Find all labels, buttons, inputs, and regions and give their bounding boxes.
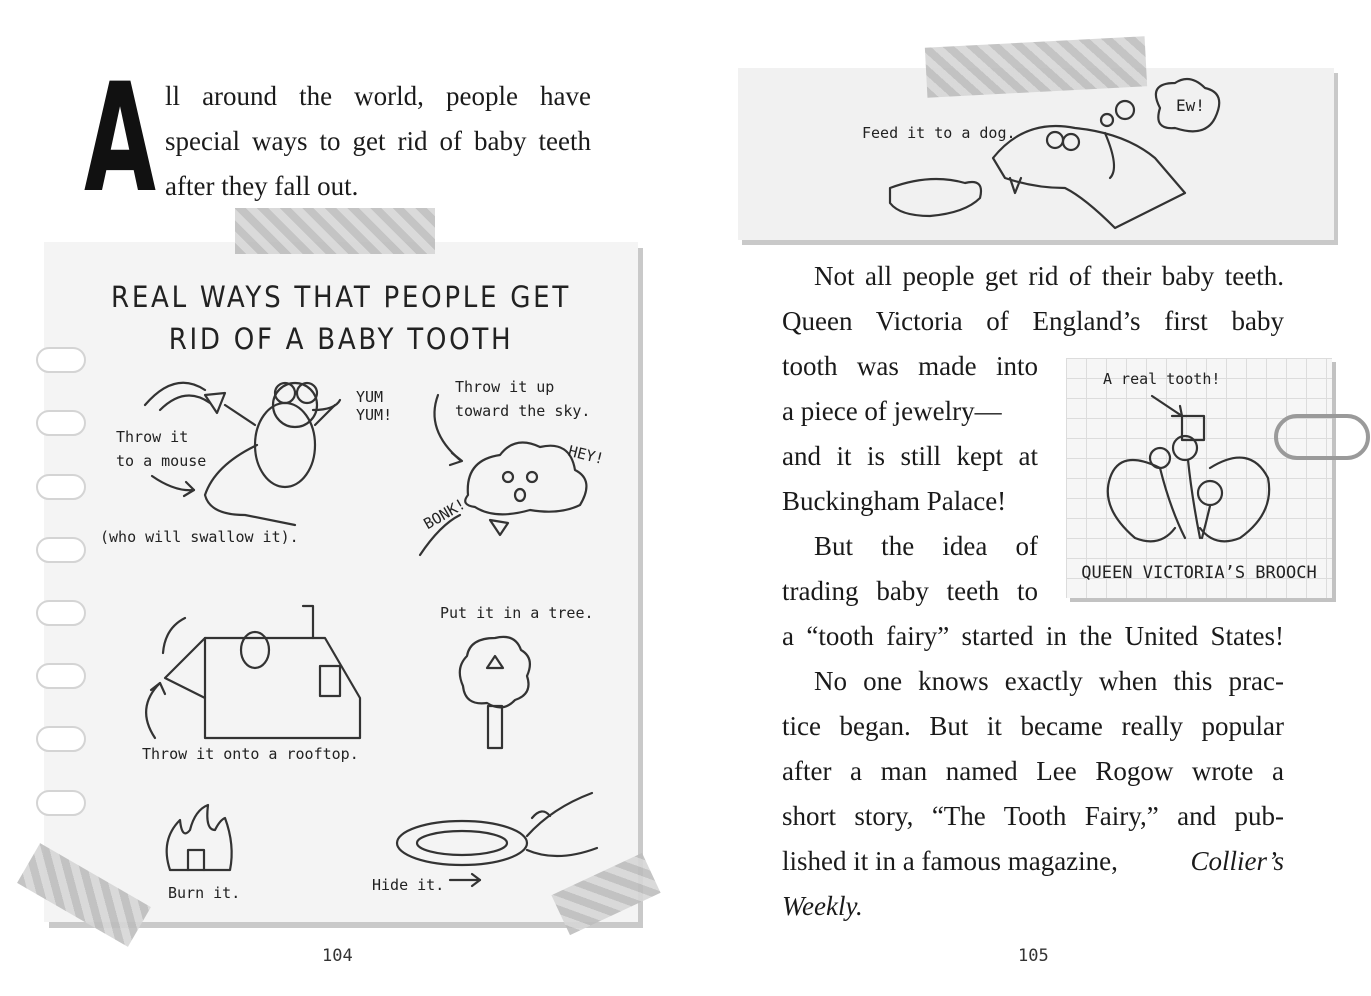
- tree-illustration: [455, 628, 535, 758]
- mouse-caption-line-2: to a mouse: [116, 452, 207, 470]
- page-number-left: 104: [322, 946, 353, 966]
- drop-cap: A: [84, 52, 156, 226]
- body-line-8: trading baby teeth to: [782, 576, 1038, 606]
- body-line-11: tice began. But it became really popular: [782, 711, 1284, 741]
- brooch-label: A real tooth!: [1103, 370, 1221, 388]
- dog-caption: Feed it to a dog.: [862, 124, 1016, 142]
- brooch-caption: QUEEN VICTORIA’S BROOCH: [1081, 563, 1317, 583]
- fire-illustration: [160, 800, 240, 880]
- tree-caption: Put it in a tree.: [440, 604, 594, 622]
- note-title-line-2: RID OF A BABY TOOTH: [168, 322, 514, 356]
- sky-caption-line-1: Throw it up: [455, 378, 555, 396]
- binder-hole: [36, 726, 86, 752]
- cloud-sound: HEY!: [566, 441, 606, 469]
- body-line-1: Not all people get rid of their baby teeth.: [814, 261, 1284, 291]
- brooch-illustration: [1100, 388, 1280, 558]
- mouse-note: (who will swallow it).: [100, 528, 299, 546]
- mouse-sound-line-2: YUM!: [356, 406, 393, 424]
- magazine-title-part-2: Weekly.: [782, 891, 863, 921]
- intro-line-2: special ways to get rid of baby teeth: [165, 126, 591, 156]
- page-number-right: 105: [1018, 946, 1049, 966]
- arrow-icon: [150, 470, 200, 500]
- sky-caption-line-2: toward the sky.: [455, 402, 591, 420]
- body-line-7: But the idea of: [814, 531, 1038, 561]
- body-line-4: a piece of jewelry—: [782, 396, 1002, 426]
- body-line-14: [782, 839, 1284, 884]
- bonk-sound: BONK!: [420, 494, 469, 534]
- dog-illustration: [885, 78, 1225, 238]
- binder-hole: [36, 790, 86, 816]
- intro-line-1: ll around the world, people have: [165, 81, 591, 111]
- body-line-12: after a man named Lee Rogow wrote a: [782, 756, 1284, 786]
- paper-clip: [1274, 414, 1370, 460]
- body-line-3: tooth was made into: [782, 351, 1038, 381]
- body-line-13: short story, “The Tooth Fairy,” and pub-: [782, 801, 1284, 831]
- cloud-illustration: [420, 385, 610, 555]
- body-line-14-text: lished it in a famous magazine,: [782, 846, 1118, 876]
- binder-hole: [36, 537, 86, 563]
- note-title-line-1: REAL WAYS THAT PEOPLE GET: [111, 280, 571, 314]
- body-line-6: Buckingham Palace!: [782, 486, 1007, 516]
- body-line-9: a “tooth fairy” started in the United States!: [782, 621, 1284, 651]
- hide-caption: Hide it.: [372, 876, 445, 894]
- binder-hole: [36, 663, 86, 689]
- body-line-10: No one knows exactly when this prac-: [814, 666, 1284, 696]
- binder-hole: [36, 410, 86, 436]
- mouse-caption-line-1: Throw it: [116, 428, 189, 446]
- magazine-title-part-1: Collier’s: [1190, 846, 1284, 876]
- mouse-sound-line-1: YUM: [356, 388, 384, 406]
- house-illustration: [125, 598, 365, 758]
- binder-hole: [36, 474, 86, 500]
- intro-line-3: after they fall out.: [165, 171, 359, 201]
- burn-caption: Burn it.: [168, 884, 241, 902]
- washi-tape: [235, 208, 435, 254]
- roof-caption: Throw it onto a rooftop.: [142, 745, 359, 763]
- body-line-5: and it is still kept at: [782, 441, 1038, 471]
- body-line-2: Queen Victoria of England’s first baby: [782, 306, 1284, 336]
- dog-thought: Ew!: [1176, 96, 1205, 115]
- binder-hole: [36, 600, 86, 626]
